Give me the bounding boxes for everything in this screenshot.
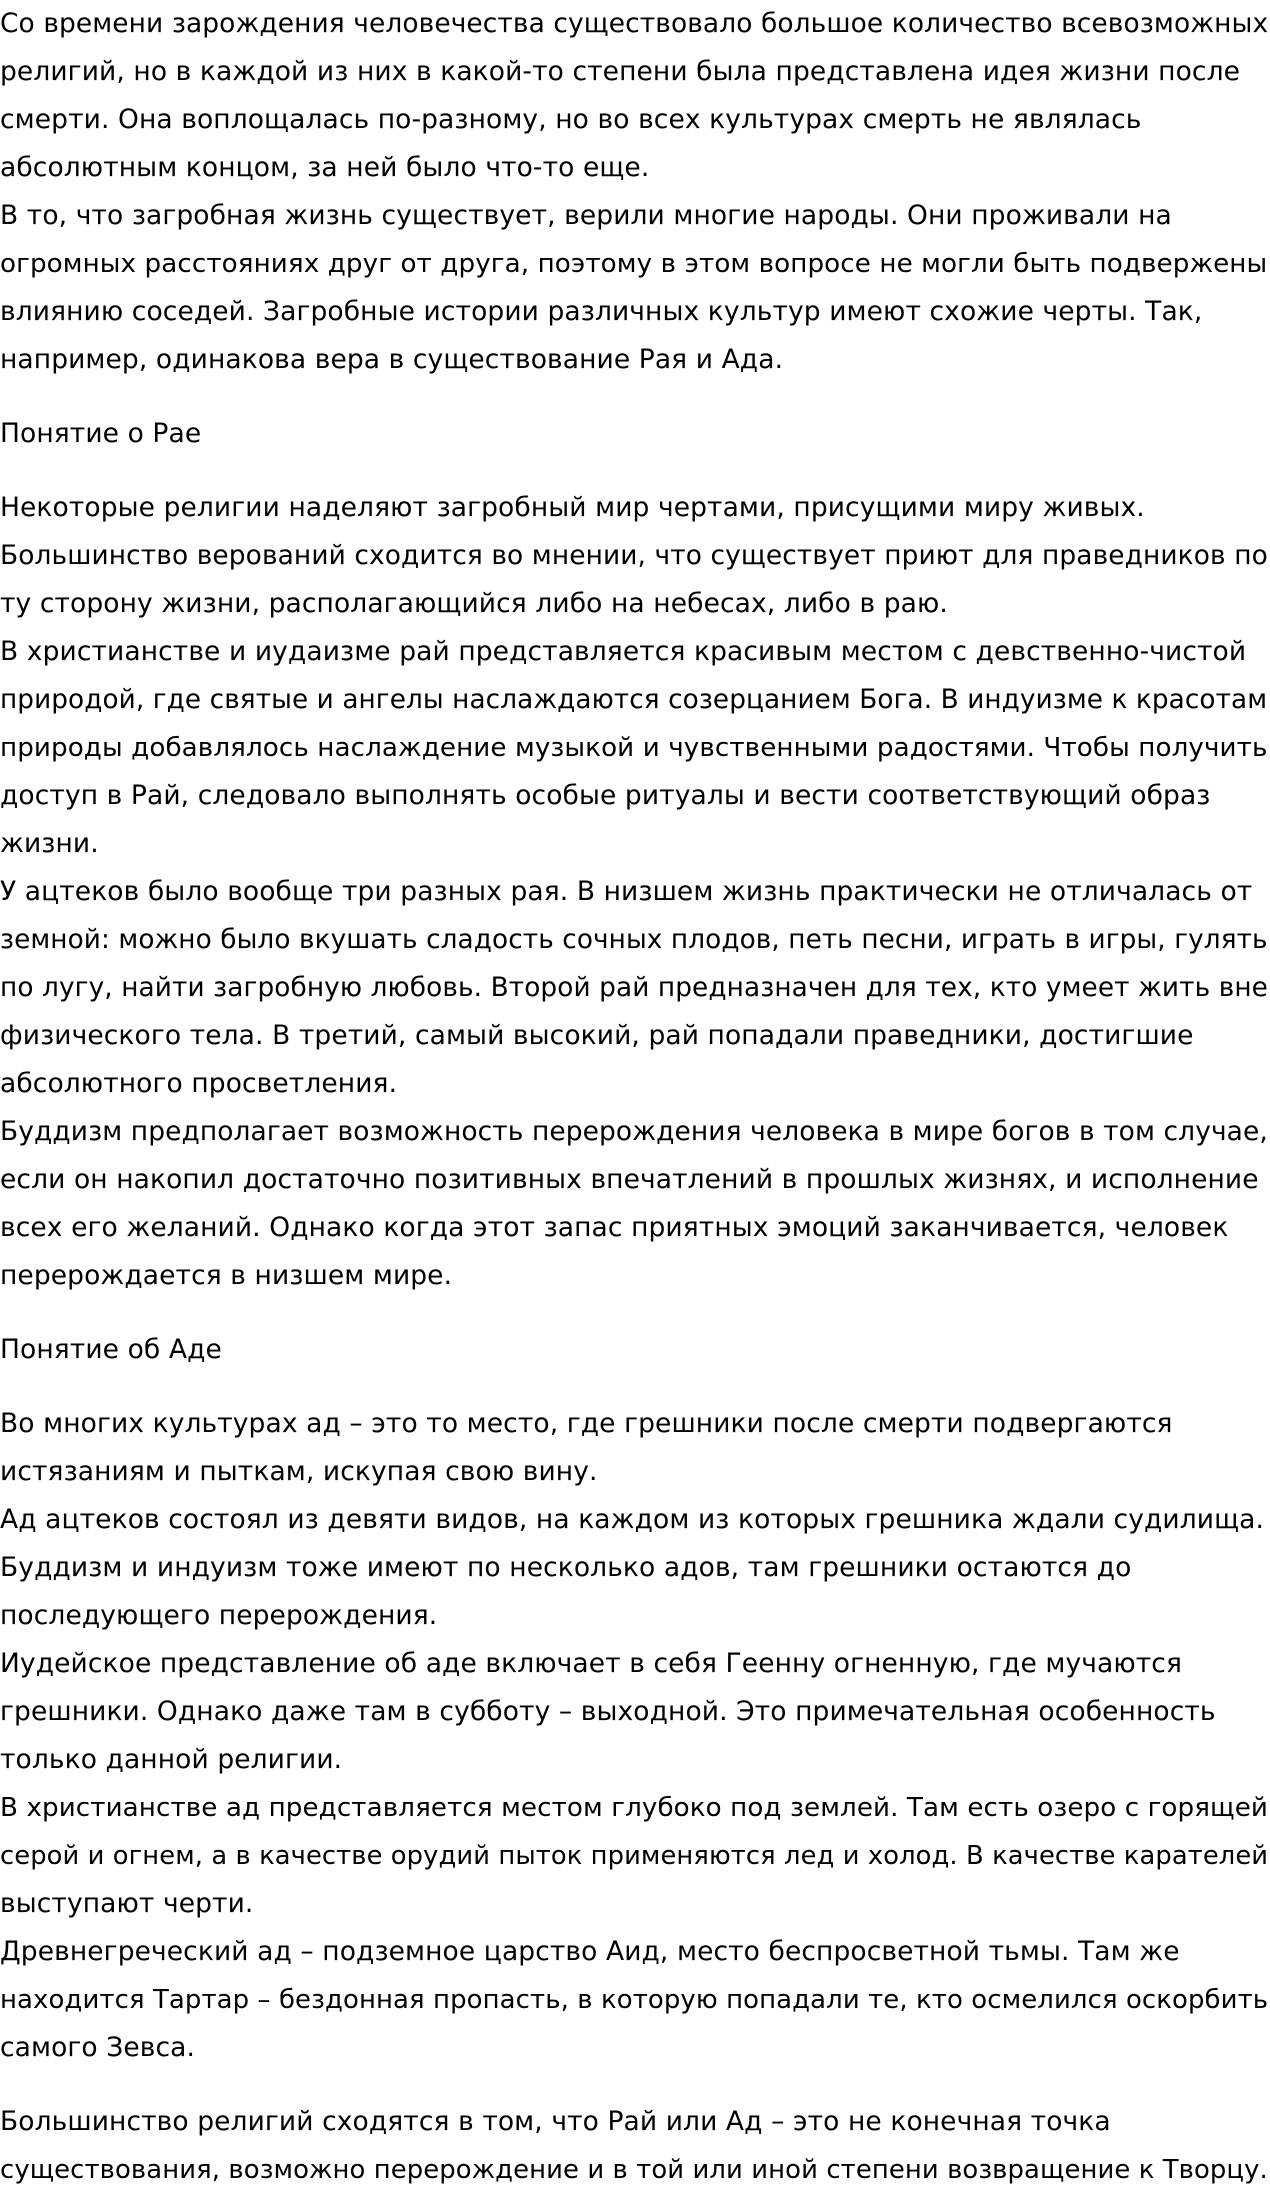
text-line: природой, где святые и ангелы наслаждаются созерцанием Бога. В индуизме к красотам bbox=[0, 685, 1268, 715]
text-line: находится Тартар – бездонная пропасть, в которую попадали те, кто осмелился оскорбить bbox=[0, 1985, 1269, 2015]
text-line: Ад ацтеков состоял из девяти видов, на каждом из которых грешника ждали судилища. bbox=[0, 1504, 1265, 1535]
text-line: по лугу, найти загробную любовь. Второй рай предназначен для тех, кто умеет жить вне bbox=[0, 973, 1268, 1003]
text-line: Во многих культурах ад – это то место, где грешники после смерти подвергаются bbox=[0, 1408, 1173, 1439]
text-line: ту сторону жизни, располагающийся либо на небесах, либо в раю. bbox=[0, 588, 948, 619]
paradise-paragraph-1 bbox=[0, 484, 1270, 628]
hell-paragraph-4 bbox=[0, 1784, 1270, 1928]
text-line: самого Зевса. bbox=[0, 2032, 196, 2063]
text-line: Со времени зарождения человечества существовало большое количество всевозможных bbox=[0, 8, 1269, 39]
text-line: жизни. bbox=[0, 828, 99, 859]
spacer bbox=[0, 384, 1270, 410]
text-line: абсолютным концом, за ней было что-то еще. bbox=[0, 152, 650, 183]
text-line: В христианстве и иудаизме рай представляется красивым местом с девственно-чистой bbox=[0, 636, 1247, 667]
text-line: всех его желаний. Однако когда этот запас приятных эмоций заканчивается, человек bbox=[0, 1212, 1229, 1243]
paradise-paragraph-4 bbox=[0, 1108, 1270, 1300]
spacer bbox=[0, 458, 1270, 484]
text-line: природы добавлялось наслаждение музыкой и чувственными радостями. Чтобы получить bbox=[0, 733, 1268, 763]
text-line: например, одинакова вера в существование Рая и Ада. bbox=[0, 344, 784, 375]
hell-paragraph-5 bbox=[0, 1928, 1270, 2072]
text-line: перерождается в низшем мире. bbox=[0, 1260, 453, 1291]
text-line: Буддизм и индуизм тоже имеют по несколько адов, там грешники остаются до bbox=[0, 1552, 1132, 1583]
text-line: земной: можно было вкушать сладость сочных плодов, петь песни, играть в игры, гулять bbox=[0, 925, 1268, 955]
hell-paragraph-1 bbox=[0, 1400, 1270, 1496]
text-line: Некоторые религии наделяют загробный мир чертами, присущими миру живых. bbox=[0, 492, 1145, 523]
text-line: Древнегреческий ад – подземное царство Аид, место беспросветной тьмы. Там же bbox=[0, 1936, 1180, 1967]
intro-paragraph-2 bbox=[0, 192, 1270, 384]
text-line: только данной религии. bbox=[0, 1744, 343, 1775]
text-line: доступ в Рай, следовало выполнять особые ритуалы и вести соответствующий образ bbox=[0, 780, 1211, 811]
text-line: Большинство верований сходится во мнении, что существует приют для праведников по bbox=[0, 540, 1268, 571]
paradise-paragraph-2 bbox=[0, 628, 1270, 868]
conclusion-paragraph bbox=[0, 2098, 1270, 2194]
section-heading: Понятие о Рае bbox=[0, 418, 202, 449]
text-line: выступают черти. bbox=[0, 1888, 254, 1919]
text-line: истязаниям и пыткам, искупая свою вину. bbox=[0, 1456, 598, 1487]
text-line: абсолютного просветления. bbox=[0, 1068, 398, 1099]
text-line: смерти. Она воплощалась по-разному, но во всех культурах смерть не являлась bbox=[0, 104, 1142, 135]
spacer bbox=[0, 1300, 1270, 1326]
hell-paragraph-3 bbox=[0, 1640, 1270, 1784]
text-line: религий, но в каждой из них в какой-то степени была представлена идея жизни после bbox=[0, 56, 1241, 87]
text-line: если он накопил достаточно позитивных впечатлений в прошлых жизнях, и исполнение bbox=[0, 1164, 1259, 1195]
text-line: огромных расстояниях друг от друга, поэтому в этом вопросе не могли быть подвержены bbox=[0, 249, 1268, 279]
text-line: Иудейское представление об аде включает в себя Геенну огненную, где мучаются bbox=[0, 1648, 1183, 1679]
text-line: В то, что загробная жизнь существует, верили многие народы. Они проживали на bbox=[0, 200, 1172, 231]
text-line: физического тела. В третий, самый высокий, рай попадали праведники, достигшие bbox=[0, 1020, 1194, 1051]
section-heading: Понятие об Аде bbox=[0, 1334, 222, 1365]
text-line: существования, возможно перерождение и в той или иной степени возвращение к Творцу. bbox=[0, 2155, 1268, 2185]
text-line: Буддизм предполагает возможность перерождения человека в мире богов в том случае, bbox=[0, 1116, 1268, 1147]
intro-paragraph-1 bbox=[0, 0, 1270, 192]
text-line: серой и огнем, а в качестве орудий пыток применяются лед и холод. В качестве карателей bbox=[0, 1841, 1269, 1871]
text-line: влиянию соседей. Загробные истории различных культур имеют схожие черты. Так, bbox=[0, 296, 1203, 327]
text-line: У ацтеков было вообще три разных рая. В низшем жизнь практически не отличалась от bbox=[0, 876, 1253, 907]
text-line: Большинство религий сходятся в том, что Рай или Ад – это не конечная точка bbox=[0, 2106, 1111, 2137]
text-line: последующего перерождения. bbox=[0, 1600, 438, 1631]
heading-paradise bbox=[0, 410, 1270, 458]
text-line: грешники. Однако даже там в субботу – выходной. Это примечательная особенность bbox=[0, 1696, 1216, 1727]
text-line: В христианстве ад представляется местом глубоко под землей. Там есть озеро с горящей bbox=[0, 1793, 1269, 1823]
spacer bbox=[0, 2072, 1270, 2098]
paradise-paragraph-3 bbox=[0, 868, 1270, 1108]
spacer bbox=[0, 1374, 1270, 1400]
hell-paragraph-2 bbox=[0, 1496, 1270, 1640]
heading-hell bbox=[0, 1326, 1270, 1374]
